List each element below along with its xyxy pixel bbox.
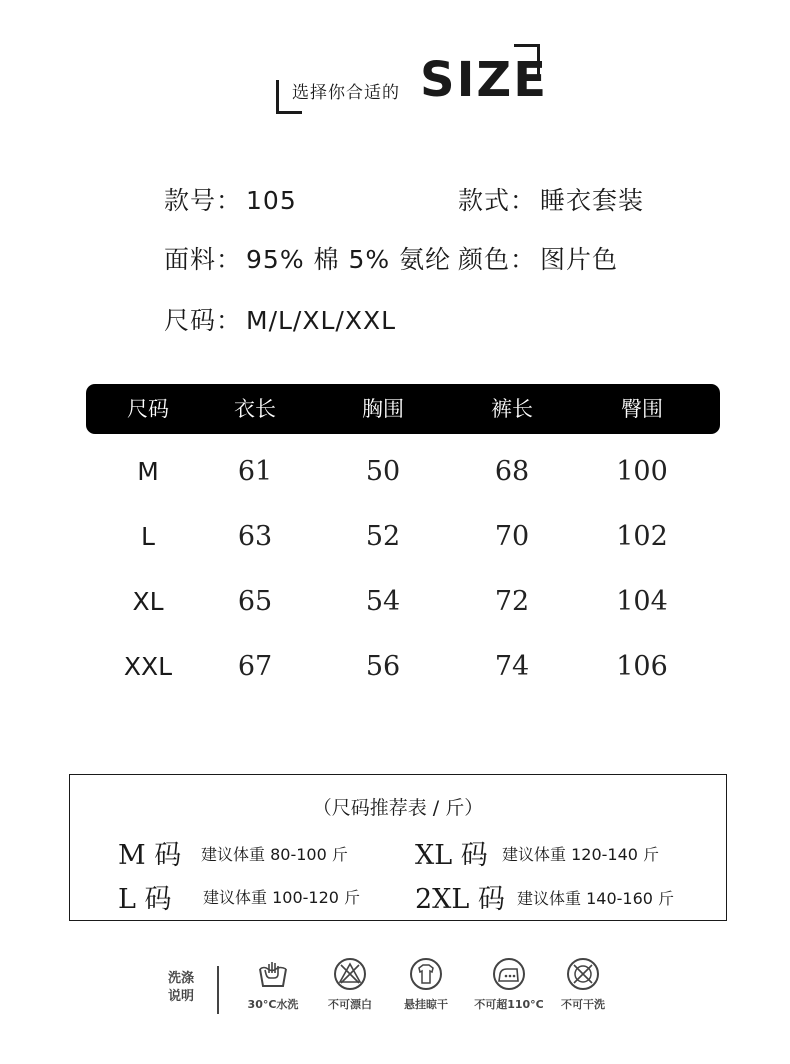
table-cell: 102 (616, 521, 668, 552)
spec-model-label: 款号： (164, 186, 243, 215)
recommendation-size: L 码 (118, 884, 172, 915)
header (0, 0, 790, 130)
spec-style (458, 184, 644, 218)
wash-title-line1: 洗涤 (168, 971, 195, 986)
spec-model (164, 184, 297, 218)
recommendation-title: （尺码推荐表 / 斤） (312, 797, 484, 819)
table-row (86, 574, 720, 630)
wash-label: 不可超110°C (474, 998, 544, 1011)
spec-color-label: 颜色： (458, 245, 537, 274)
spec-fabric-label: 面料： (164, 245, 243, 274)
spec-color (458, 243, 618, 277)
recommendation-size: XL 码 (415, 840, 488, 871)
wash-item (469, 956, 549, 1012)
table-cell: 56 (365, 651, 401, 682)
wash-item (386, 956, 466, 1012)
wash-title-line2: 说明 (168, 989, 195, 1004)
spec-fabric-value: 95% 棉 5% 氨纶 (246, 245, 452, 274)
hang-dry-icon (408, 956, 444, 992)
recommendation-size: 2XL 码 (415, 884, 505, 915)
table-header-pants-length: 裤长 (491, 397, 533, 421)
table-cell: 61 (237, 456, 273, 487)
table-cell: 72 (494, 586, 530, 617)
spec-style-value: 睡衣套装 (540, 186, 645, 215)
table-cell: 70 (494, 521, 530, 552)
spec-color-value: 图片色 (540, 245, 619, 274)
table-cell-size: XXL (123, 652, 173, 681)
iron-icon (491, 956, 527, 992)
recommendation-desc: 建议体重 80-100 斤 (201, 845, 348, 864)
table-cell: 52 (365, 521, 401, 552)
wash-item (233, 956, 313, 1012)
spec-fabric (164, 243, 451, 277)
table-cell: 74 (494, 651, 530, 682)
table-cell-size: XL (132, 587, 164, 616)
table-header-length: 衣长 (234, 397, 276, 421)
table-cell: 67 (237, 651, 273, 682)
size-table-header (86, 384, 720, 434)
spec-sizes (164, 304, 396, 338)
table-row (86, 444, 720, 500)
hand-wash-icon (255, 956, 291, 992)
table-cell: 63 (237, 521, 273, 552)
table-cell: 50 (365, 456, 401, 487)
no-dry-clean-icon (565, 956, 601, 992)
wash-instructions-title (168, 970, 202, 1006)
table-row (86, 509, 720, 565)
table-cell: 54 (365, 586, 401, 617)
table-header-hip: 臀围 (621, 397, 663, 421)
table-cell: 65 (237, 586, 273, 617)
recommendation-desc: 建议体重 100-120 斤 (203, 888, 361, 907)
table-cell-size: L (141, 522, 155, 551)
table-header-size: 尺码 (127, 397, 169, 421)
table-cell-size: M (137, 457, 159, 486)
wash-item (310, 956, 390, 1012)
table-cell: 68 (494, 456, 530, 487)
spec-sizes-label: 尺码： (164, 306, 243, 335)
size-recommendation-box (69, 774, 727, 921)
table-cell: 100 (616, 456, 668, 487)
wash-label: 悬挂晾干 (404, 998, 448, 1011)
bracket-decoration-right (514, 44, 540, 78)
spec-style-label: 款式： (458, 186, 537, 215)
recommendation-desc: 建议体重 120-140 斤 (502, 845, 660, 864)
no-bleach-icon (332, 956, 368, 992)
table-row (86, 639, 720, 695)
table-header-chest: 胸围 (362, 397, 404, 421)
wash-item (543, 956, 623, 1012)
header-size-title: SIZE (420, 52, 549, 108)
table-cell: 106 (616, 651, 668, 682)
wash-divider (217, 966, 219, 1014)
wash-label: 不可干洗 (561, 998, 605, 1011)
recommendation-desc: 建议体重 140-160 斤 (517, 889, 675, 908)
spec-model-value: 105 (246, 186, 297, 215)
header-subtitle: 选择你合适的 (292, 83, 400, 103)
table-cell: 104 (616, 586, 668, 617)
wash-label: 不可漂白 (328, 998, 372, 1011)
spec-sizes-value: M/L/XL/XXL (246, 306, 397, 335)
wash-label: 30°C水洗 (247, 998, 299, 1011)
recommendation-size: M 码 (118, 840, 182, 871)
